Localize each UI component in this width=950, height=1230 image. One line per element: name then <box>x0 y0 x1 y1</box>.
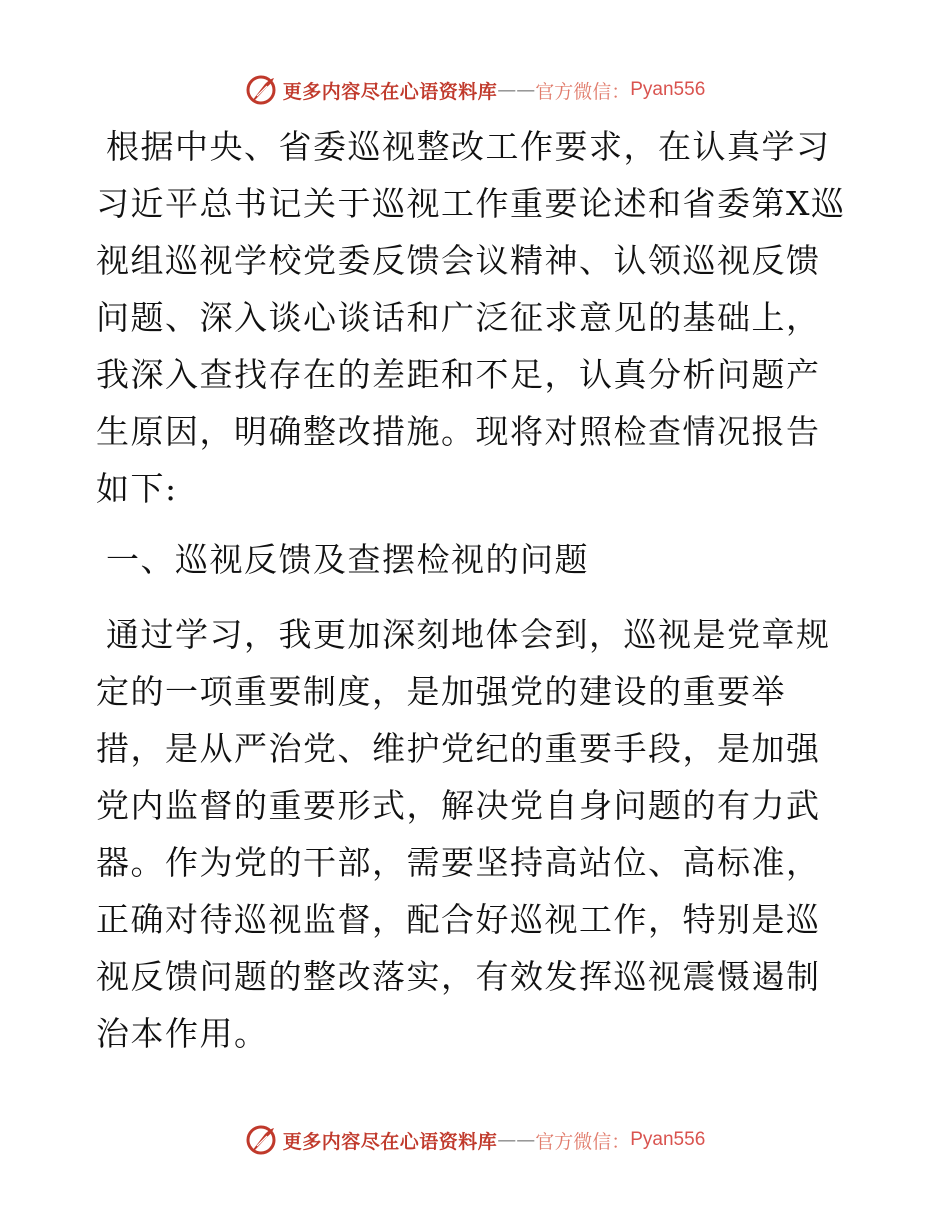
paragraph-body: 通过学习，我更加深刻地体会到，巡视是党章规定的一项重要制度，是加强党的建设的重要举措，是从严治党、维护党纪的重要手段，是加强党内监督的重要形式，解决党自身问题的有力武器。作为党的干部，需要坚持高站位、高标准，正确对待巡视监督，配合好巡视工作，特别是巡视反馈问题的整改落实，有效发挥巡视震慑遏制治本作用。 <box>96 615 831 1053</box>
footer-banner <box>0 1120 950 1160</box>
section-heading: 一、巡视反馈及查摆检视的问题 <box>106 540 589 579</box>
banner-wechat-label: 官方微信： <box>535 1130 631 1153</box>
banner-wechat-label: 官方微信： <box>535 80 631 103</box>
paragraph-intro: 根据中央、省委巡视整改工作要求，在认真学习习近平总书记关于巡视工作重要论述和省委第X巡视组巡视学校党委反馈会议精神、认领巡视反馈问题、深入谈心谈话和广泛征求意见的基础上，我深入查找存在的差距和不足，认真分析问题产生原因，明确整改措施。现将对照检查情况报告如下: <box>96 127 846 508</box>
banner-separator: —— <box>497 1129 536 1151</box>
banner-text: 更多内容尽在心语资料库 <box>282 80 498 103</box>
header-banner <box>0 70 950 110</box>
banner-wechat-id: Pyan556 <box>630 1129 706 1150</box>
quill-pen-circle-icon <box>245 1124 277 1156</box>
quill-pen-circle-icon <box>245 74 277 106</box>
banner-text: 更多内容尽在心语资料库 <box>282 1130 498 1153</box>
document-body <box>96 118 854 1062</box>
banner-separator: —— <box>497 79 536 101</box>
banner-wechat-id: Pyan556 <box>630 79 706 100</box>
